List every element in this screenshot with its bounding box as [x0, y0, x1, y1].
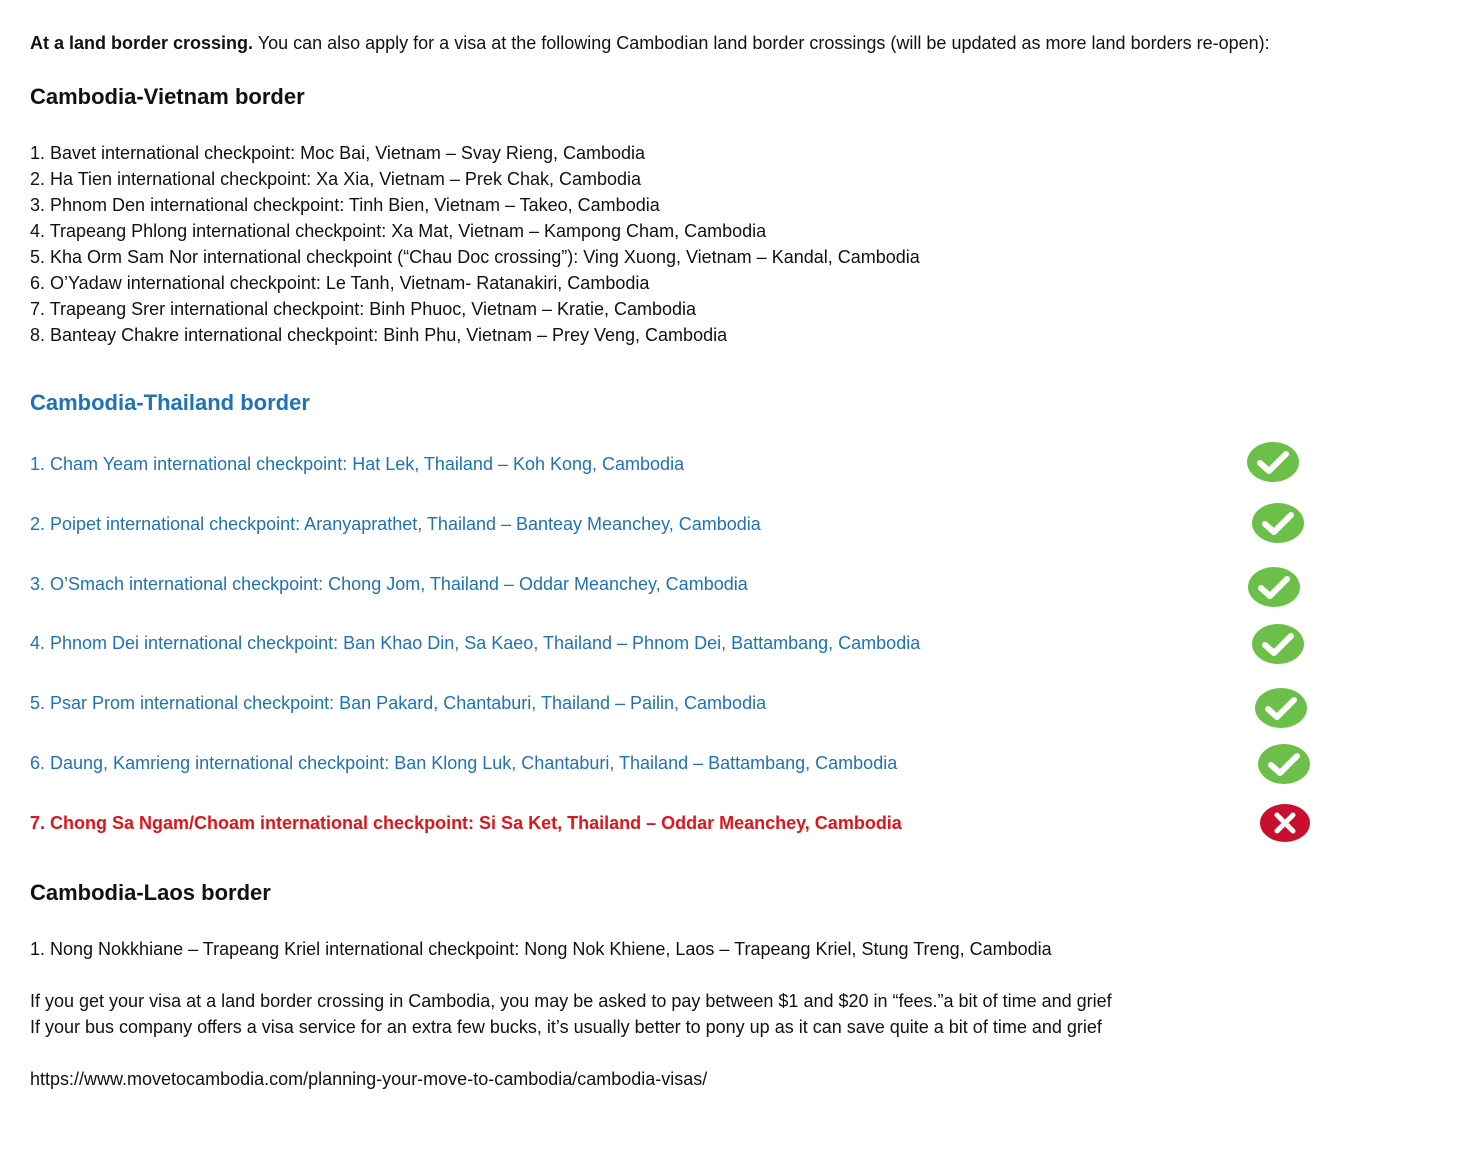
thailand-item-5: 5. Psar Prom international checkpoint: Ban Pakard, Chantaburi, Thailand – Pailin, Cambodia: [30, 693, 767, 713]
thailand-item-7: 7. Chong Sa Ngam/Choam international checkpoint: Si Sa Ket, Thailand – Oddar Meanchey, Cambodia: [30, 813, 902, 833]
list-item: 1. Bavet international checkpoint: Moc Bai, Vietnam – Svay Rieng, Cambodia: [30, 143, 646, 163]
check-circle-icon: [1254, 687, 1308, 729]
list-item: 5. Kha Orm Sam Nor international checkpoint (“Chau Doc crossing”): Ving Xuong, Vietnam – Kandal, Cambodia: [30, 247, 920, 267]
list-item: 3. Phnom Den international checkpoint: Tinh Bien, Vietnam – Takeo, Cambodia: [30, 195, 660, 215]
source-url: https://www.movetocambodia.com/planning-your-move-to-cambodia/cambodia-visas/: [30, 1069, 708, 1089]
list-item: 4. Trapeang Phlong international checkpoint: Xa Mat, Vietnam – Kampong Cham, Cambodia: [30, 221, 767, 241]
vietnam-heading: Cambodia-Vietnam border: [30, 84, 305, 109]
intro-text: You can also apply for a visa at the following Cambodian land border crossings (will be updated as more land borders re-open):: [253, 33, 1270, 53]
intro-paragraph: [30, 30, 1270, 56]
list-item: 7. Trapeang Srer international checkpoint: Binh Phuoc, Vietnam – Kratie, Cambodia: [30, 299, 697, 319]
thailand-item-4: 4. Phnom Dei international checkpoint: Ban Khao Din, Sa Kaeo, Thailand – Phnom Dei, Battambang, Cambodia: [30, 633, 921, 653]
laos-item-1: 1. Nong Nokkhiane – Trapeang Kriel international checkpoint: Nong Nok Khiene, Laos – Trapeang Kriel, Stung Treng, Cambodia: [30, 939, 1052, 959]
bus-note: If your bus company offers a visa service for an extra few bucks, it’s usually better to pony up as it can save quite a bit of time and grief: [30, 1017, 1102, 1037]
check-circle-icon: [1247, 566, 1301, 608]
intro-bold-lead: At a land border crossing.: [30, 33, 254, 53]
thailand-heading: Cambodia-Thailand border: [30, 390, 310, 415]
list-item: 8. Banteay Chakre international checkpoint: Binh Phu, Vietnam – Prey Veng, Cambodia: [30, 325, 728, 345]
check-circle-icon: [1257, 743, 1311, 785]
check-circle-icon: [1251, 623, 1305, 665]
list-item: 6. O’Yadaw international checkpoint: Le Tanh, Vietnam- Ratanakiri, Cambodia: [30, 273, 650, 293]
check-circle-icon: [1246, 441, 1300, 483]
fees-note: If you get your visa at a land border crossing in Cambodia, you may be asked to pay between $1 and $20 in “fees.”a bit of time and grief: [30, 991, 1112, 1011]
x-circle-icon: [1259, 803, 1311, 843]
thailand-item-2: 2. Poipet international checkpoint: Aranyaprathet, Thailand – Banteay Meanchey, Cambodia: [30, 514, 761, 534]
thailand-item-6: 6. Daung, Kamrieng international checkpoint: Ban Klong Luk, Chantaburi, Thailand – Battambang, Cambodia: [30, 753, 898, 773]
laos-heading: Cambodia-Laos border: [30, 880, 271, 905]
check-circle-icon: [1251, 502, 1305, 544]
vietnam-list: [30, 140, 920, 348]
thailand-item-1: 1. Cham Yeam international checkpoint: Hat Lek, Thailand – Koh Kong, Cambodia: [30, 454, 685, 474]
list-item: 2. Ha Tien international checkpoint: Xa Xia, Vietnam – Prek Chak, Cambodia: [30, 169, 642, 189]
thailand-item-3: 3. O’Smach international checkpoint: Chong Jom, Thailand – Oddar Meanchey, Cambodia: [30, 574, 748, 594]
